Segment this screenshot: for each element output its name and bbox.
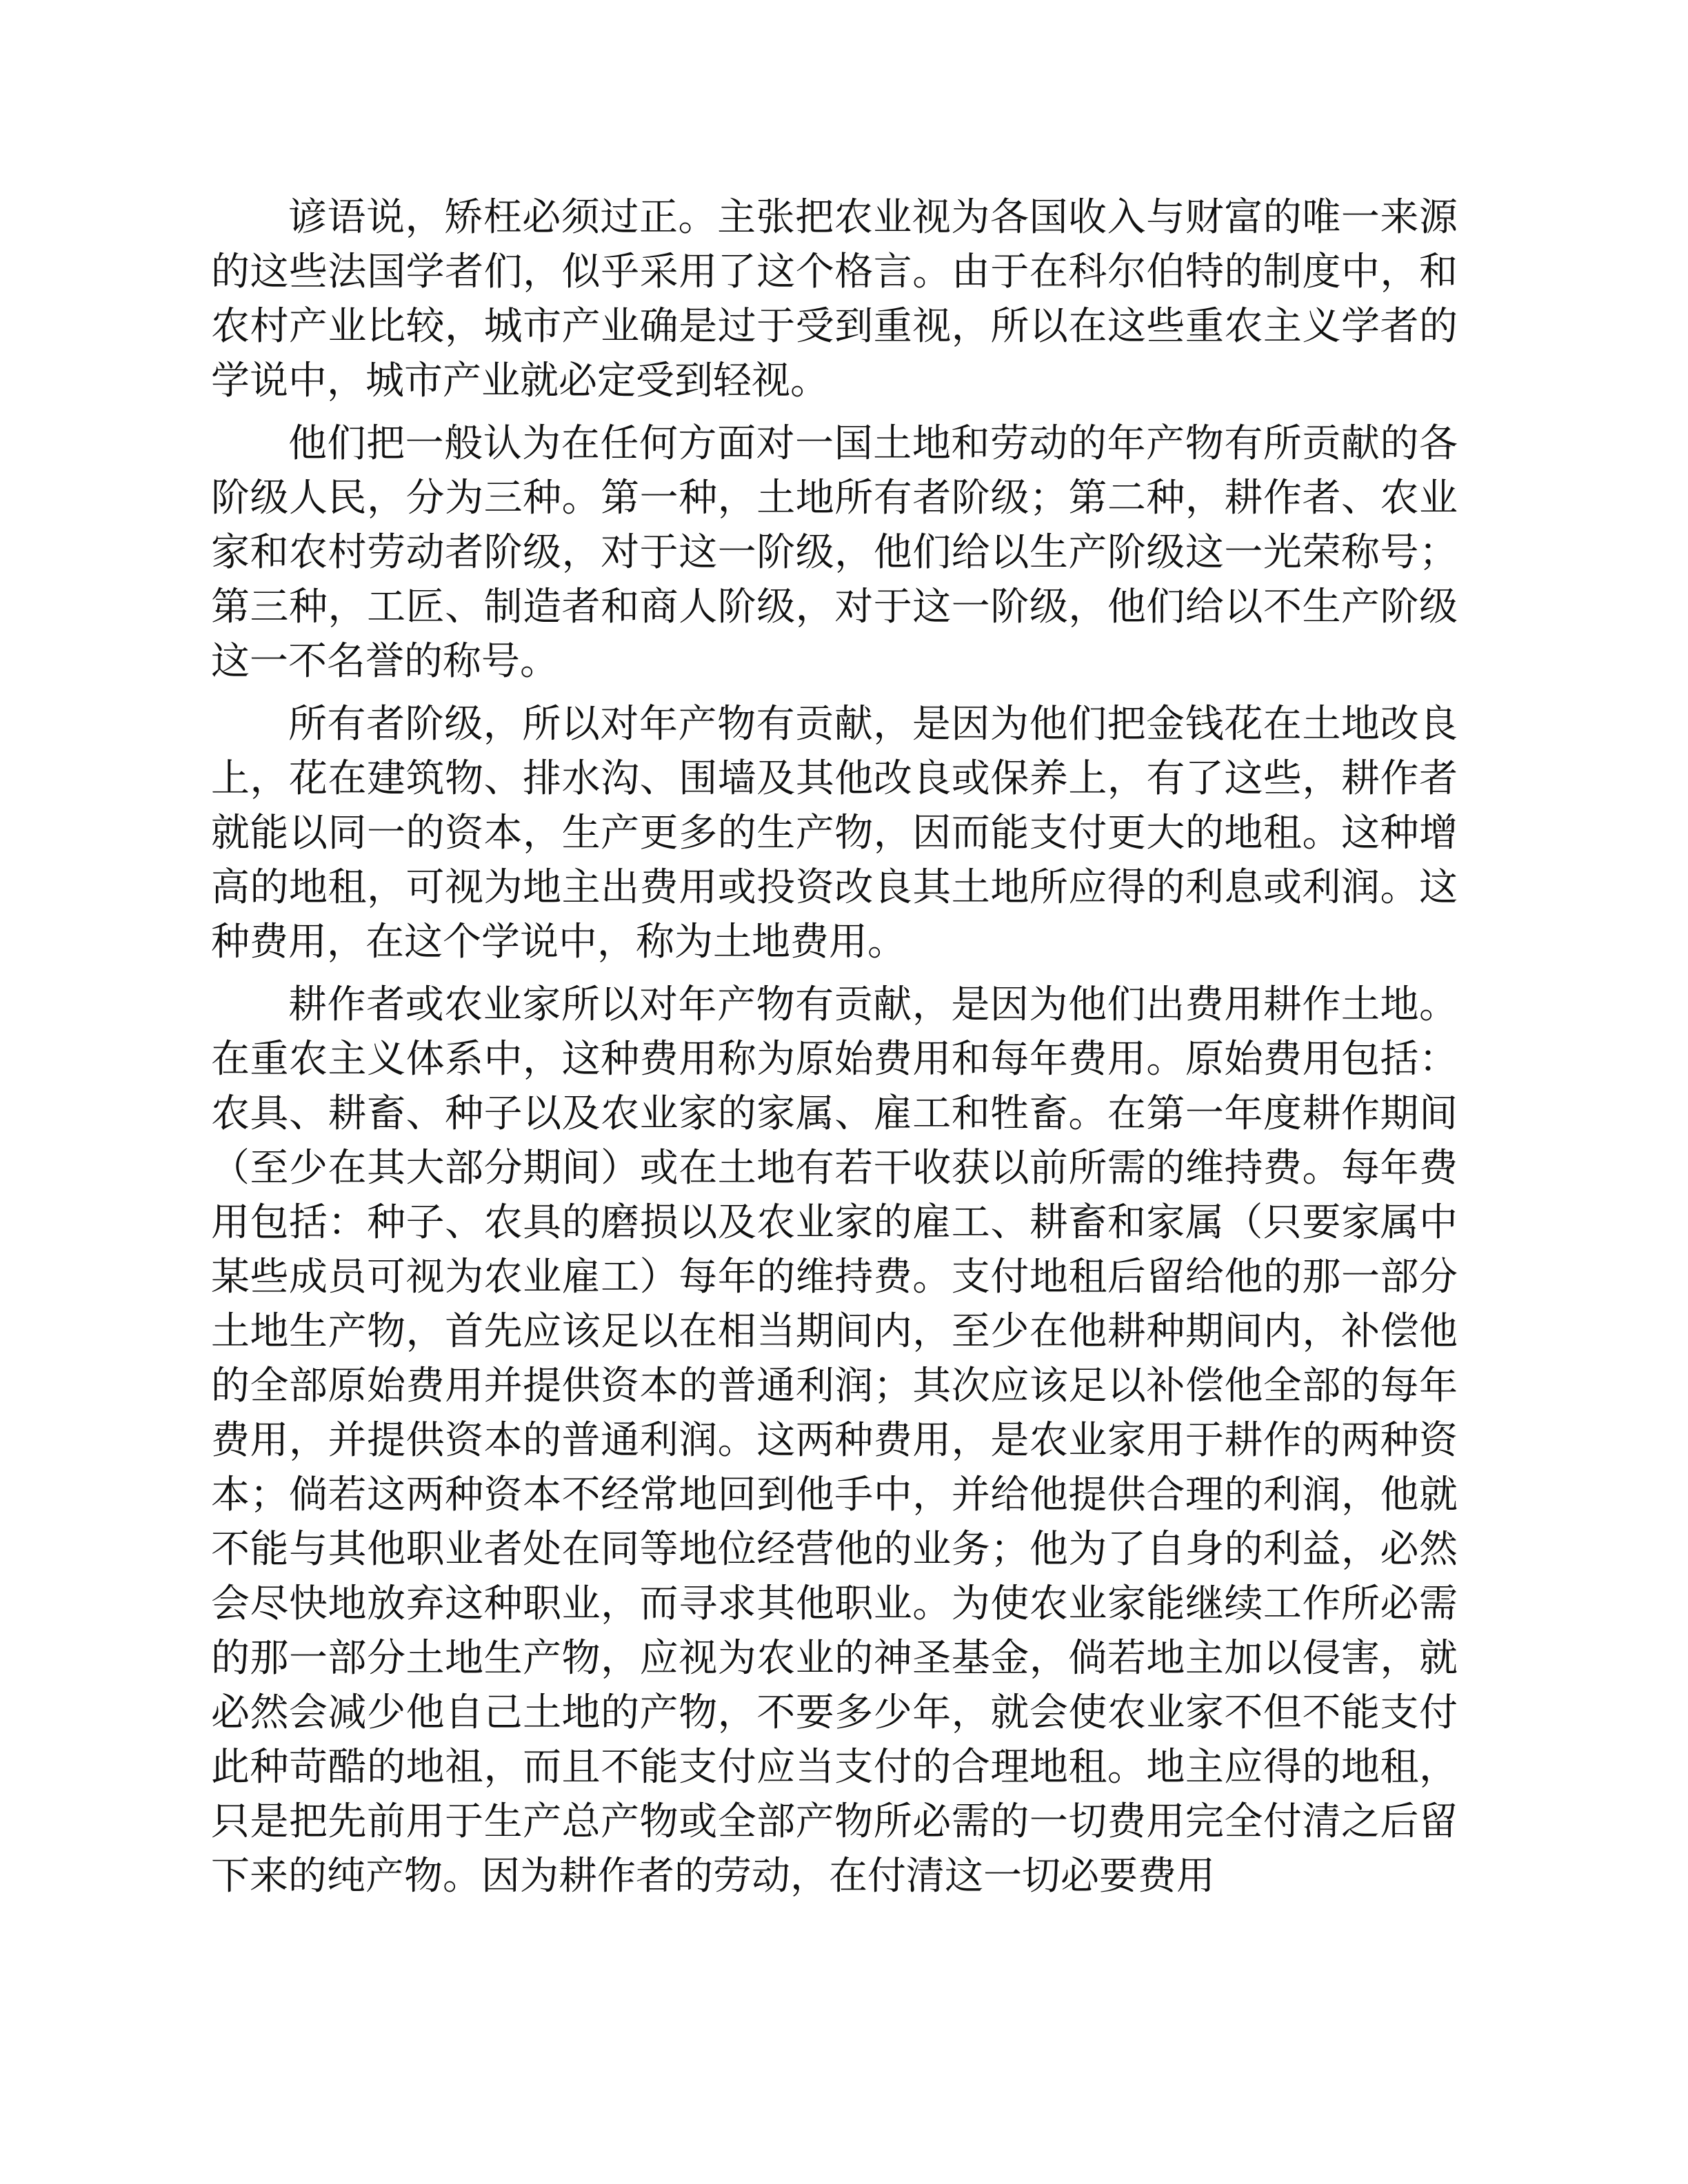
paragraph-3: 所有者阶级，所以对年产物有贡献，是因为他们把金钱花在土地改良上，花在建筑物、排水沟、围墙及其他改良或保养上，有了这些，耕作者就能以同一的资本，生产更多的生产物，因而能支付更大的地租。这种增高的地租，可视为地主出费用或投资改良其土地所应得的利息或利润。这种费用，在这个学说中，称为土地费用。 bbox=[211, 702, 1458, 964]
paragraph-4: 耕作者或农业家所以对年产物有贡献，是因为他们出费用耕作土地。在重农主义体系中，这种费用称为原始费用和每年费用。原始费用包括：农具、耕畜、种子以及农业家的家属、雇工和牲畜。在第一年度耕作期间（至少在其大部分期间）或在土地有若干收获以前所需的维持费。每年费用包括：种子、农具的磨损以及农业家的雇工、耕畜和家属（只要家属中某些成员可视为农业雇工）每年的维持费。支付地租后留给他的那一部分土地生产物，首先应该足以在相当期间内，至少在他耕种期间内，补偿他的全部原始费用并提供资本的普通利润；其次应该足以补偿他全部的每年费用，并提供资本的普通利润。这两种费用，是农业家用于耕作的两种资本；倘若这两种资本不经常地回到他手中，并给他提供合理的利润，他就不能与其他职业者处在同等地位经营他的业务；他为了自身的利益，必然会尽快地放弃这种职业，而寻求其他职业。为使农业家能继续工作所必需的那一部分土地生产物，应视为农业的神圣基金，倘若地主加以侵害，就必然会减少他自己土地的产物，不要多少年，就会使农业家不但不能支付此种苛酷的地祖，而且不能支付应当支付的合理地租。地主应得的地租，只是把先前用于生产总产物或全部产物所必需的一切费用完全付清之后留下来的纯产物。因为耕作者的劳动，在付清这一切必要费用 bbox=[211, 982, 1458, 1899]
paragraph-1: 谚语说，矫枉必须过正。主张把农业视为各国收入与财富的唯一来源的这些法国学者们，似乎采用了这个格言。由于在科尔伯特的制度中，和农村产业比较，城市产业确是过于受到重视，所以在这些重农主义学者的学说中，城市产业就必定受到轻视。 bbox=[211, 195, 1458, 403]
paragraph-2: 他们把一般认为在任何方面对一国土地和劳动的年产物有所贡献的各阶级人民，分为三种。第一种，土地所有者阶级；第二种，耕作者、农业家和农村劳动者阶级，对于这一阶级，他们给以生产阶级这一光荣称号；第三种，工匠、制造者和商人阶级，对于这一阶级，他们给以不生产阶级这一不名誉的称号。 bbox=[211, 421, 1458, 684]
document-body bbox=[211, 190, 1458, 1912]
